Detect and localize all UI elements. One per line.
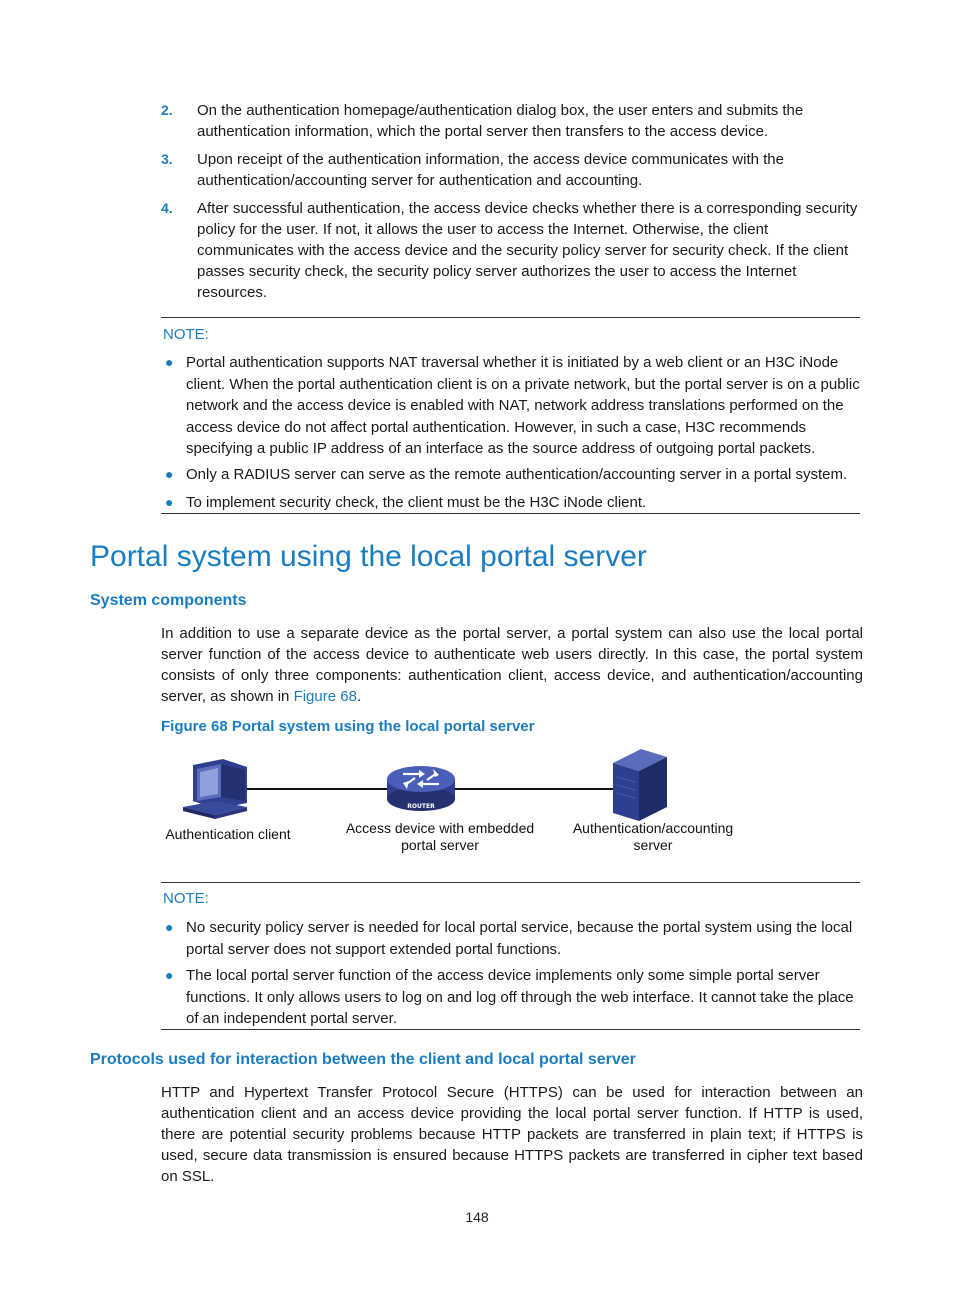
figure-link[interactable]: Figure 68	[293, 688, 357, 705]
note-bullet-text: The local portal server function of the access device implements only some simple portal server functions. It only allows users to log on and log off through the web interface. It cannot take the place of an independent portal server.	[186, 967, 854, 1027]
diagram-label-access-line1: Access device with embedded	[345, 820, 535, 836]
note-bullet	[163, 492, 863, 514]
bullet-icon: ●	[165, 967, 174, 983]
router-icon	[387, 766, 455, 811]
network-diagram	[175, 745, 675, 825]
step-text: On the authentication homepage/authentication dialog box, the user enters and submits the authentication information, which the portal server then transfers to the access device.	[197, 102, 804, 140]
list-item	[161, 149, 866, 191]
note-bullet	[163, 917, 863, 960]
figure-caption: Figure 68 Portal system using the local portal server	[161, 718, 535, 735]
diagram-label-access-line2: portal server	[401, 837, 479, 853]
diagram-label-server	[558, 820, 748, 854]
diagram-label-server-line2: server	[633, 837, 673, 853]
note-bullet	[163, 352, 863, 460]
step-text: Upon receipt of the authentication information, the access device communicates with the authentication/accounting server for authentication and accounting.	[197, 151, 784, 189]
note-bullet	[163, 965, 863, 1030]
paragraph-text: In addition to use a separate device as the portal server, a portal system can also use the local portal server function of the access device to authenticate web users directly. In this case, the portal system consists of only three components: authentication client, access device, and authentication/accounting server, as shown in	[161, 625, 863, 705]
list-item	[161, 100, 866, 142]
note-label: NOTE:	[163, 890, 209, 907]
diagram-label-access-device	[330, 820, 550, 854]
step-number: 3.	[161, 151, 173, 167]
paragraph-end: .	[356, 688, 362, 705]
subsection-title: System components	[90, 592, 247, 609]
note-bottom-divider	[161, 1029, 860, 1030]
bullet-icon: ●	[165, 919, 174, 935]
bullet-icon: ●	[165, 466, 174, 482]
section-title: Portal system using the local portal server	[90, 540, 647, 573]
note-bullet-text: To implement security check, the client must be the H3C iNode client.	[186, 494, 647, 511]
step-number: 2.	[161, 102, 173, 118]
note-bullet-text: Only a RADIUS server can serve as the remote authentication/accounting server in a portal system.	[186, 466, 848, 483]
note-top-divider	[161, 317, 860, 318]
note-bullet	[163, 464, 863, 486]
router-badge-text: ROUTER	[407, 803, 435, 810]
note-bottom-divider	[161, 513, 860, 514]
pc-icon	[183, 759, 247, 819]
paragraph: HTTP and Hypertext Transfer Protocol Secure (HTTPS) can be used for interaction between an authentication client and an access device providing the local portal server function. If HTTP is used, there are potential security problems because HTTP packets are transferred in plain text; if HTTPS is used, secure data transmission is ensured because HTTPS packets are transferred in cipher text based on SSL.	[161, 1084, 863, 1185]
paragraph	[161, 623, 863, 707]
diagram-label-client: Authentication client	[165, 826, 291, 842]
note-label: NOTE:	[163, 326, 209, 343]
note-top-divider	[161, 882, 860, 883]
page-number: 148	[465, 1209, 489, 1225]
note-bullet-text: No security policy server is needed for local portal service, because the portal system using the local portal server does not support extended portal functions.	[186, 919, 853, 958]
server-icon	[613, 749, 667, 821]
diagram-label-server-line1: Authentication/accounting	[572, 820, 734, 836]
subsection-title: Protocols used for interaction between the client and local portal server	[90, 1051, 636, 1068]
bullet-icon: ●	[165, 354, 174, 370]
list-item	[161, 198, 866, 303]
note-bullet-text: Portal authentication supports NAT traversal whether it is initiated by a web client or an H3C iNode client. When the portal authentication client is on a private network, but the portal server is on a public network and the access device is enabled with NAT, network address translations performed on the access device do not affect portal authentication. However, in such a case, H3C recommends specifying a public IP address of an interface as the source address of outgoing portal packets.	[186, 354, 860, 457]
step-text: After successful authentication, the access device checks whether there is a corresponding security policy for the user. If not, it allows the user to access the Internet. Otherwise, the client communicates with the access device and the security policy server for security check. If the client passes security check, the security policy server authorizes the user to access the Internet resources.	[197, 200, 858, 301]
step-number: 4.	[161, 200, 173, 216]
bullet-icon: ●	[165, 494, 174, 510]
